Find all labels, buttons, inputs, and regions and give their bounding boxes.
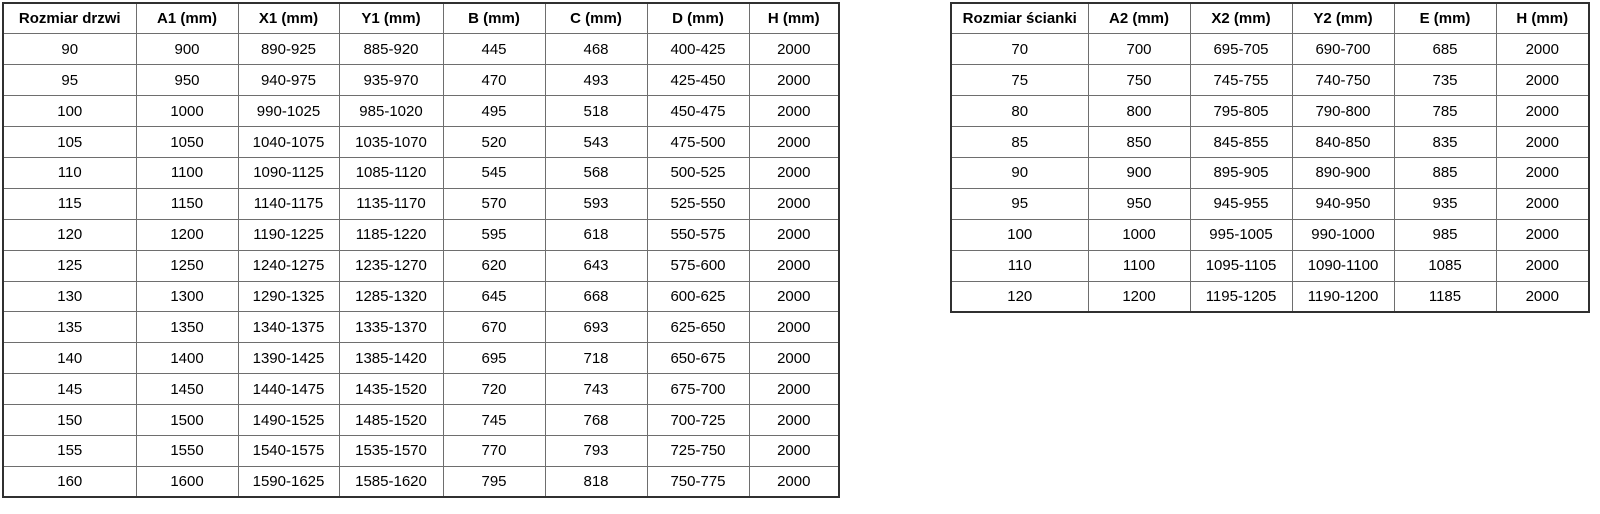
table-cell: 745 — [443, 405, 545, 436]
table-cell: 115 — [3, 188, 136, 219]
table-cell: 940-950 — [1292, 188, 1394, 219]
table-cell: 718 — [545, 343, 647, 374]
table-cell: 1200 — [1088, 281, 1190, 312]
table-cell: 100 — [951, 219, 1088, 250]
table-cell: 1085 — [1394, 250, 1496, 281]
table-cell: 1290-1325 — [238, 281, 339, 312]
table-row — [3, 281, 839, 312]
table-cell: 95 — [951, 188, 1088, 219]
table-cell: 1040-1075 — [238, 127, 339, 158]
table-cell: 950 — [1088, 188, 1190, 219]
table-cell: 600-625 — [647, 281, 749, 312]
table-cell: 895-905 — [1190, 157, 1292, 188]
table-cell: 690-700 — [1292, 34, 1394, 65]
table-cell: 1390-1425 — [238, 343, 339, 374]
table-cell: 1485-1520 — [339, 405, 443, 436]
table-cell: 2000 — [1496, 219, 1589, 250]
table-cell: 885-920 — [339, 34, 443, 65]
table-row — [3, 343, 839, 374]
table-cell: 493 — [545, 65, 647, 96]
table-cell: 2000 — [749, 405, 839, 436]
table-cell: 693 — [545, 312, 647, 343]
table-row — [3, 374, 839, 405]
table-cell: 470 — [443, 65, 545, 96]
table-cell: 785 — [1394, 96, 1496, 127]
table-cell: 1140-1175 — [238, 188, 339, 219]
table-cell: 800 — [1088, 96, 1190, 127]
table-cell: 845-855 — [1190, 127, 1292, 158]
table-cell: 570 — [443, 188, 545, 219]
table-row — [951, 250, 1589, 281]
table-cell: 155 — [3, 435, 136, 466]
table-cell: 425-450 — [647, 65, 749, 96]
table-cell: 1090-1100 — [1292, 250, 1394, 281]
table-cell: 625-650 — [647, 312, 749, 343]
table-cell: 1450 — [136, 374, 238, 405]
table-cell: 2000 — [749, 219, 839, 250]
table-cell: 2000 — [1496, 65, 1589, 96]
table-row — [951, 65, 1589, 96]
table-cell: 475-500 — [647, 127, 749, 158]
table-cell: 643 — [545, 250, 647, 281]
table-cell: 2000 — [749, 34, 839, 65]
table-row — [3, 157, 839, 188]
table-cell: 1250 — [136, 250, 238, 281]
table-cell: 90 — [3, 34, 136, 65]
table-cell: 745-755 — [1190, 65, 1292, 96]
table-cell: 400-425 — [647, 34, 749, 65]
table-cell: 1095-1105 — [1190, 250, 1292, 281]
table-cell: 80 — [951, 96, 1088, 127]
table-cell: 725-750 — [647, 435, 749, 466]
table-cell: 2000 — [749, 312, 839, 343]
table-cell: 2000 — [749, 281, 839, 312]
table-row — [951, 281, 1589, 312]
table-cell: 995-1005 — [1190, 219, 1292, 250]
table-cell: 568 — [545, 157, 647, 188]
column-header: B (mm) — [443, 3, 545, 34]
table-row — [3, 219, 839, 250]
table-cell: 130 — [3, 281, 136, 312]
table-cell: 2000 — [1496, 127, 1589, 158]
table-cell: 2000 — [749, 435, 839, 466]
table-cell: 890-925 — [238, 34, 339, 65]
table-cell: 1590-1625 — [238, 466, 339, 497]
table-cell: 750-775 — [647, 466, 749, 497]
table-cell: 1190-1200 — [1292, 281, 1394, 312]
table-cell: 1440-1475 — [238, 374, 339, 405]
table-cell: 750 — [1088, 65, 1190, 96]
table-cell: 1235-1270 — [339, 250, 443, 281]
table-cell: 795 — [443, 466, 545, 497]
table-row — [3, 188, 839, 219]
table-cell: 120 — [3, 219, 136, 250]
table-cell: 85 — [951, 127, 1088, 158]
table-cell: 2000 — [1496, 96, 1589, 127]
table-cell: 525-550 — [647, 188, 749, 219]
table-cell: 1100 — [136, 157, 238, 188]
table-cell: 468 — [545, 34, 647, 65]
column-header: H (mm) — [749, 3, 839, 34]
table-cell: 110 — [951, 250, 1088, 281]
table-cell: 1600 — [136, 466, 238, 497]
table-cell: 160 — [3, 466, 136, 497]
table-row — [3, 96, 839, 127]
table-cell: 2000 — [749, 250, 839, 281]
table-row — [3, 34, 839, 65]
table-cell: 645 — [443, 281, 545, 312]
table-cell: 140 — [3, 343, 136, 374]
table-cell: 670 — [443, 312, 545, 343]
column-header: X2 (mm) — [1190, 3, 1292, 34]
table-row — [951, 188, 1589, 219]
table-cell: 543 — [545, 127, 647, 158]
table-cell: 518 — [545, 96, 647, 127]
table-cell: 445 — [443, 34, 545, 65]
table-cell: 125 — [3, 250, 136, 281]
table-cell: 695-705 — [1190, 34, 1292, 65]
table-cell: 2000 — [749, 96, 839, 127]
table-cell: 793 — [545, 435, 647, 466]
table-cell: 2000 — [749, 65, 839, 96]
column-header: Rozmiar ścianki — [951, 3, 1088, 34]
column-header: Y1 (mm) — [339, 3, 443, 34]
table-cell: 75 — [951, 65, 1088, 96]
table-row — [951, 219, 1589, 250]
column-header: C (mm) — [545, 3, 647, 34]
table-cell: 2000 — [749, 157, 839, 188]
header-row — [3, 3, 839, 34]
table-cell: 1240-1275 — [238, 250, 339, 281]
column-header: A2 (mm) — [1088, 3, 1190, 34]
table-cell: 700-725 — [647, 405, 749, 436]
column-header: Rozmiar drzwi — [3, 3, 136, 34]
table-cell: 135 — [3, 312, 136, 343]
column-header: Y2 (mm) — [1292, 3, 1394, 34]
table-cell: 105 — [3, 127, 136, 158]
table-cell: 890-900 — [1292, 157, 1394, 188]
table-cell: 1190-1225 — [238, 219, 339, 250]
table-cell: 840-850 — [1292, 127, 1394, 158]
table-cell: 850 — [1088, 127, 1190, 158]
table-cell: 2000 — [1496, 281, 1589, 312]
table-cell: 520 — [443, 127, 545, 158]
table-cell: 940-975 — [238, 65, 339, 96]
table-cell: 575-600 — [647, 250, 749, 281]
table-cell: 770 — [443, 435, 545, 466]
table-cell: 95 — [3, 65, 136, 96]
table-cell: 1500 — [136, 405, 238, 436]
table-cell: 990-1000 — [1292, 219, 1394, 250]
table-row — [3, 405, 839, 436]
table-cell: 90 — [951, 157, 1088, 188]
table-cell: 990-1025 — [238, 96, 339, 127]
table-cell: 1090-1125 — [238, 157, 339, 188]
table-cell: 743 — [545, 374, 647, 405]
table-cell: 1200 — [136, 219, 238, 250]
table-cell: 1335-1370 — [339, 312, 443, 343]
table-cell: 985-1020 — [339, 96, 443, 127]
table-cell: 2000 — [749, 374, 839, 405]
table-cell: 935-970 — [339, 65, 443, 96]
table-cell: 700 — [1088, 34, 1190, 65]
table-cell: 885 — [1394, 157, 1496, 188]
table-cell: 2000 — [749, 127, 839, 158]
table-row — [951, 96, 1589, 127]
table-cell: 835 — [1394, 127, 1496, 158]
table-row — [3, 312, 839, 343]
table-cell: 950 — [136, 65, 238, 96]
table-cell: 818 — [545, 466, 647, 497]
table-cell: 2000 — [749, 466, 839, 497]
table-cell: 900 — [136, 34, 238, 65]
table-cell: 1085-1120 — [339, 157, 443, 188]
table-cell: 1350 — [136, 312, 238, 343]
table-cell: 1340-1375 — [238, 312, 339, 343]
table-cell: 900 — [1088, 157, 1190, 188]
table-cell: 735 — [1394, 65, 1496, 96]
table-cell: 2000 — [749, 188, 839, 219]
table-row — [951, 127, 1589, 158]
table-cell: 620 — [443, 250, 545, 281]
column-header: E (mm) — [1394, 3, 1496, 34]
table-cell: 1300 — [136, 281, 238, 312]
table-row — [951, 157, 1589, 188]
door-size-table — [2, 2, 840, 498]
table-cell: 1185 — [1394, 281, 1496, 312]
table-cell: 2000 — [1496, 34, 1589, 65]
table-cell: 495 — [443, 96, 545, 127]
table-cell: 1135-1170 — [339, 188, 443, 219]
table-row — [951, 34, 1589, 65]
table-cell: 685 — [1394, 34, 1496, 65]
table-cell: 150 — [3, 405, 136, 436]
table-row — [3, 65, 839, 96]
table-cell: 545 — [443, 157, 545, 188]
table-row — [3, 466, 839, 497]
table-cell: 1385-1420 — [339, 343, 443, 374]
table-cell: 450-475 — [647, 96, 749, 127]
table-cell: 120 — [951, 281, 1088, 312]
table-cell: 1150 — [136, 188, 238, 219]
table-cell: 935 — [1394, 188, 1496, 219]
table-cell: 2000 — [1496, 188, 1589, 219]
table-cell: 550-575 — [647, 219, 749, 250]
table-cell: 945-955 — [1190, 188, 1292, 219]
table-cell: 1285-1320 — [339, 281, 443, 312]
table-cell: 500-525 — [647, 157, 749, 188]
table-cell: 795-805 — [1190, 96, 1292, 127]
table-cell: 100 — [3, 96, 136, 127]
table-cell: 593 — [545, 188, 647, 219]
table-cell: 985 — [1394, 219, 1496, 250]
table-row — [3, 127, 839, 158]
table-row — [3, 250, 839, 281]
table-cell: 1400 — [136, 343, 238, 374]
column-header: A1 (mm) — [136, 3, 238, 34]
table-cell: 1535-1570 — [339, 435, 443, 466]
table-cell: 618 — [545, 219, 647, 250]
table-cell: 1585-1620 — [339, 466, 443, 497]
table-cell: 1195-1205 — [1190, 281, 1292, 312]
table-cell: 668 — [545, 281, 647, 312]
table-cell: 145 — [3, 374, 136, 405]
table-cell: 1435-1520 — [339, 374, 443, 405]
table-cell: 740-750 — [1292, 65, 1394, 96]
table-cell: 2000 — [1496, 157, 1589, 188]
table-cell: 2000 — [1496, 250, 1589, 281]
table-cell: 1550 — [136, 435, 238, 466]
table-cell: 1035-1070 — [339, 127, 443, 158]
table-cell: 768 — [545, 405, 647, 436]
header-row — [951, 3, 1589, 34]
column-header: H (mm) — [1496, 3, 1589, 34]
table-cell: 1490-1525 — [238, 405, 339, 436]
column-header: X1 (mm) — [238, 3, 339, 34]
table-cell: 650-675 — [647, 343, 749, 374]
table-cell: 1100 — [1088, 250, 1190, 281]
column-header: D (mm) — [647, 3, 749, 34]
wall-size-table — [950, 2, 1590, 313]
table-cell: 720 — [443, 374, 545, 405]
table-cell: 70 — [951, 34, 1088, 65]
table-cell: 1000 — [1088, 219, 1190, 250]
table-cell: 595 — [443, 219, 545, 250]
table-cell: 675-700 — [647, 374, 749, 405]
table-cell: 2000 — [749, 343, 839, 374]
table-cell: 1050 — [136, 127, 238, 158]
table-cell: 790-800 — [1292, 96, 1394, 127]
table-cell: 695 — [443, 343, 545, 374]
table-cell: 110 — [3, 157, 136, 188]
table-cell: 1540-1575 — [238, 435, 339, 466]
table-row — [3, 435, 839, 466]
table-cell: 1185-1220 — [339, 219, 443, 250]
table-cell: 1000 — [136, 96, 238, 127]
